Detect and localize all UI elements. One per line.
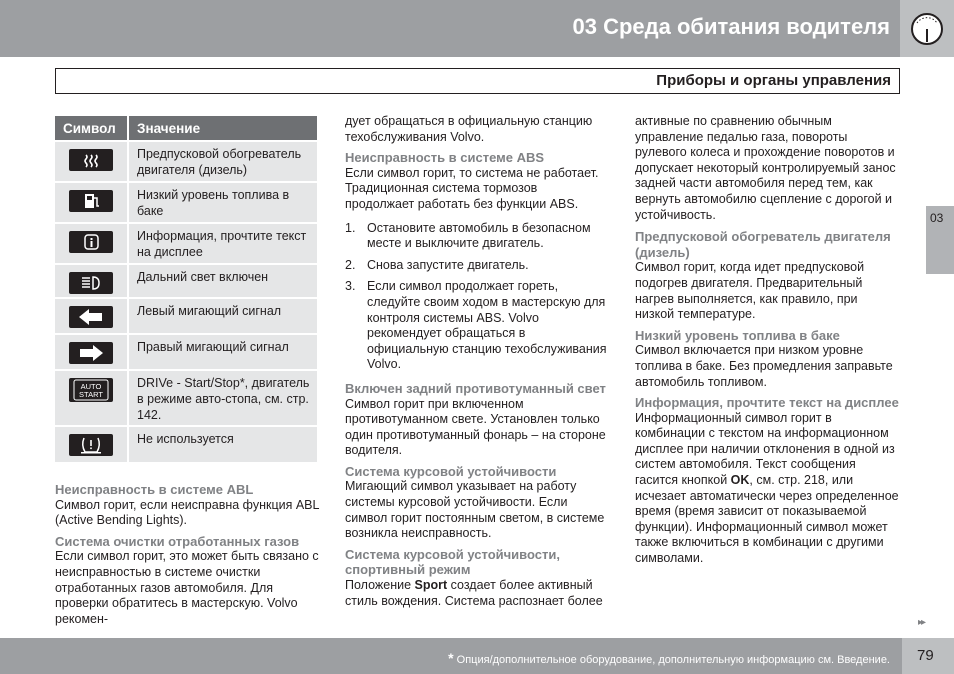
table-row bbox=[55, 264, 317, 298]
list-item bbox=[345, 279, 607, 373]
table-cell-meaning: Не используется bbox=[128, 426, 317, 462]
footnote-asterisk: * bbox=[448, 650, 454, 666]
abs-steps-list bbox=[345, 221, 607, 373]
abs-heading: Неисправность в системе ABS bbox=[345, 150, 545, 166]
table-row bbox=[55, 426, 317, 462]
meaning-column-header: Значение bbox=[128, 116, 317, 141]
chapter-title: 03 Среда обитания водителя bbox=[572, 14, 890, 39]
section-title: Приборы и органы управления bbox=[656, 72, 891, 89]
chapter-side-tab bbox=[926, 206, 954, 274]
table-cell-meaning: Низкий уровень топлива в баке bbox=[128, 182, 317, 223]
step-number: 3. bbox=[345, 279, 356, 294]
table-row bbox=[55, 223, 317, 264]
sport-mode-heading: Система курсовой устойчивости, спортивный режим bbox=[345, 546, 560, 578]
exhaust-text: Если символ горит, это может быть связано с неисправностью в системе очистки отработанных газов автомобиля. Для проверки обратитесь в мастерскую. Volvo рекомен- bbox=[55, 549, 319, 626]
abl-heading: Неисправность в системе ABL bbox=[55, 482, 254, 497]
sport-mode-text: Положение Sport создает более активный стиль вождения. Система распознает более bbox=[345, 578, 603, 608]
side-tab-label: 03 bbox=[930, 211, 944, 225]
exhaust-heading: Система очистки отработанных газов bbox=[55, 533, 300, 549]
glow-plug-text: Символ горит, когда идет предпусковой подогрев двигателя. Предварительный нагрев выполняется, как правило, при низкой температуре. bbox=[635, 260, 865, 322]
abs-text: Если символ горит, то система не работает. Традиционная система тормозов продолжает работать без функции ABS. bbox=[345, 165, 599, 211]
step-number: 2. bbox=[345, 257, 356, 272]
low-fuel-heading: Низкий уровень топлива в баке bbox=[635, 327, 840, 343]
glow-plug-icon bbox=[69, 149, 113, 171]
table-row bbox=[55, 298, 317, 334]
fuel-pump-icon bbox=[69, 190, 113, 212]
table-row bbox=[55, 182, 317, 223]
information-icon bbox=[69, 231, 113, 253]
tire-pressure-icon bbox=[69, 434, 113, 456]
page-number-box bbox=[902, 638, 954, 674]
table-cell-meaning: Левый мигающий сигнал bbox=[128, 298, 317, 334]
low-fuel-text: Символ включается при низком уровне топлива в баке. Без промедления заправьте автомобиль топливом. bbox=[635, 343, 893, 389]
table-row bbox=[55, 370, 317, 426]
step-text: Снова запустите двигатель. bbox=[367, 257, 529, 272]
high-beam-icon bbox=[69, 272, 113, 294]
sport-keyword: Sport bbox=[414, 578, 448, 593]
stability-text: Мигающий символ указывает на работу системы курсовой устойчивости. Если символ горит постоянным светом, в системе возникла неисправность. bbox=[345, 479, 605, 541]
information-heading: Информация, прочтите текст на дисплее bbox=[635, 395, 899, 411]
table-cell-meaning: Информация, прочтите текст на дисплее bbox=[128, 223, 317, 264]
fog-light-text: Символ горит при включенном противотуманном свете. Установлен только один противотуманный фонарь – на стороне водителя. bbox=[345, 396, 606, 458]
table-row bbox=[55, 334, 317, 370]
auto-start-icon bbox=[69, 378, 113, 402]
symbol-column-header: Символ bbox=[55, 116, 128, 141]
continued-text: активные по сравнению обычным управление педалью газа, повороты рулевого колеса и прохождение поворотов и допускает некоторый контролируемый занос задней части автомобиля перед тем, как вернуть автомобилю сцепление с дорогой и устойчивость. bbox=[635, 114, 896, 222]
text-column-2 bbox=[345, 114, 607, 609]
page-footer bbox=[0, 638, 954, 674]
continued-text: дует обращаться в официальную станцию техобслуживания Volvo. bbox=[345, 114, 593, 144]
step-number: 1. bbox=[345, 220, 356, 235]
table-row bbox=[55, 141, 317, 182]
stability-heading: Система курсовой устойчивости bbox=[345, 463, 557, 479]
fog-light-heading: Включен задний противотуманный свет bbox=[345, 380, 606, 396]
step-text: Остановите автомобиль в безопасном месте и выключите двигатель. bbox=[367, 220, 591, 251]
text-column-3 bbox=[635, 114, 899, 567]
right-arrow-icon bbox=[69, 342, 113, 364]
section-title-box bbox=[55, 68, 900, 94]
list-item bbox=[345, 258, 607, 274]
table-cell-meaning: DRIVe - Start/Stop*, двигатель в режиме авто-стопа, см. стр. 142. bbox=[128, 370, 317, 426]
abl-text: Символ горит, если неисправна функция ABL (Active Bending Lights). bbox=[55, 497, 319, 528]
table-cell-meaning: Дальний свет включен bbox=[128, 264, 317, 298]
step-text: Если символ продолжает гореть, следуйте своим ходом в мастерскую для контроля системы ABS. Volvo рекомендует обращаться в официальную станцию техобслуживания Volvo. bbox=[367, 279, 607, 372]
chapter-icon-box bbox=[900, 0, 954, 57]
footnote: * Опция/дополнительное оборудование, дополнительную информацию см. Введение. bbox=[448, 650, 890, 666]
list-item bbox=[345, 221, 607, 252]
speedometer-icon bbox=[909, 11, 945, 47]
svg-text:START: START bbox=[79, 390, 103, 399]
table-cell-meaning: Правый мигающий сигнал bbox=[128, 334, 317, 370]
information-text: Информационный символ горит в комбинации с текстом на информационном дисплее при наличии отклонения в одной из систем автомобиля. Текст сообщения гасится кнопкой OK, см. стр. 218, или исчезает автоматически через определенное время (время зависит от показываемой функции). Информационный символ может также включиться в комбинации с другими символами. bbox=[635, 410, 899, 566]
glow-plug-heading: Предпусковой обогреватель двигателя (дизель) bbox=[635, 229, 891, 260]
ok-keyword: OK bbox=[730, 473, 750, 488]
chapter-header-bar bbox=[0, 0, 954, 57]
left-arrow-icon bbox=[69, 306, 113, 328]
svg-text:AUTO: AUTO bbox=[80, 382, 102, 391]
table-cell-meaning: Предпусковой обогреватель двигателя (дизель) bbox=[128, 141, 317, 182]
next-page-indicator-icon: ▸▸ bbox=[918, 617, 925, 628]
symbol-table bbox=[55, 116, 317, 462]
text-column-1 bbox=[55, 482, 320, 627]
page-number: 79 bbox=[917, 647, 934, 664]
